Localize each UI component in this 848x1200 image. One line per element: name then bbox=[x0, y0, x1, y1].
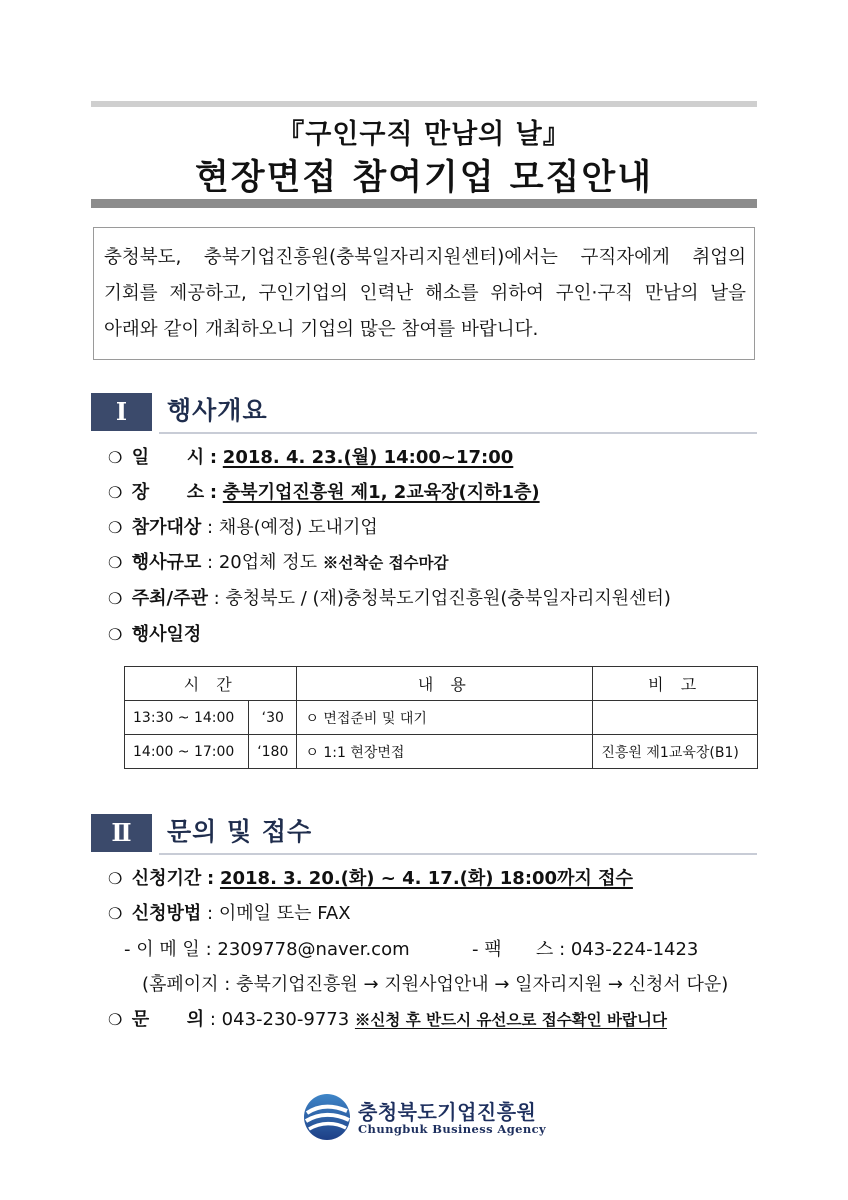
item-label: 신청기간 bbox=[131, 868, 202, 889]
item-period bbox=[108, 867, 633, 891]
schedule-table bbox=[124, 666, 758, 769]
bullet-icon: ❍ bbox=[108, 869, 123, 888]
bullet-icon: ❍ bbox=[108, 589, 123, 608]
page-title: 현장면접 참여기업 모집안내 bbox=[194, 158, 654, 198]
title-bottom-rule bbox=[91, 199, 757, 208]
item-value: 043-230-9773 bbox=[221, 1009, 350, 1030]
item-label: 행사일정 bbox=[131, 624, 202, 645]
agency-logo bbox=[303, 1093, 553, 1143]
bullet-icon: ❍ bbox=[108, 553, 123, 572]
item-separator: : bbox=[209, 482, 218, 503]
intro-line: 아래와 같이 개최하오니 기업의 많은 참여를 바랍니다. bbox=[104, 319, 539, 340]
table-row bbox=[125, 701, 758, 735]
bullet-icon: ❍ bbox=[108, 1010, 123, 1029]
table-row bbox=[125, 735, 758, 769]
section-title: 문의 및 접수 bbox=[167, 817, 313, 846]
section-title: 행사개요 bbox=[167, 396, 268, 425]
item-email bbox=[124, 938, 410, 962]
column-header-remark: 비 고 bbox=[593, 667, 758, 701]
fax-value: 043-224-1423 bbox=[570, 939, 699, 960]
item-separator: : bbox=[207, 517, 214, 538]
item-host bbox=[108, 587, 671, 611]
item-target bbox=[108, 516, 378, 540]
cell-remark bbox=[593, 701, 758, 735]
item-label: 참가대상 bbox=[131, 517, 202, 538]
cell-time: 14:00 ~ 17:00 bbox=[125, 735, 249, 769]
item-schedule bbox=[108, 623, 201, 647]
item-value: 충청북도 / (재)충청북도기업진흥원(충북일자리지원센터) bbox=[225, 588, 671, 609]
item-value: 20업체 정도 bbox=[218, 552, 318, 573]
bullet-icon: ❍ bbox=[108, 483, 123, 502]
bullet-icon: ❍ bbox=[108, 518, 123, 537]
item-separator: : bbox=[205, 939, 212, 960]
intro-line: 충청북도, 충북기업진흥원(충북일자리지원센터)에서는 구직자에게 취업의 bbox=[104, 247, 746, 268]
item-value: 2018. 4. 23.(월) 14:00~17:00 bbox=[222, 447, 514, 468]
item-label: 신청방법 bbox=[131, 903, 202, 924]
agency-name-en: Chungbuk Business Agency bbox=[358, 1122, 547, 1136]
email-value: 2309778@naver.com bbox=[217, 939, 410, 960]
item-value: 2018. 3. 20.(화) ~ 4. 17.(화) 18:00까지 접수 bbox=[219, 868, 633, 889]
item-fax bbox=[472, 938, 698, 962]
bullet-icon: ❍ bbox=[108, 904, 123, 923]
item-label: 주최/주관 bbox=[131, 588, 208, 609]
item-label: 장 소 bbox=[131, 482, 205, 503]
item-value: 채용(예정) 도내기업 bbox=[218, 517, 378, 538]
cell-content: ㅇ 면접준비 및 대기 bbox=[297, 701, 593, 735]
intro-line: 기회를 제공하고, 구인기업의 인력난 해소를 위하여 구인·구직 만남의 날을 bbox=[104, 283, 746, 304]
section-header-overview bbox=[91, 393, 757, 435]
cell-time: 13:30 ~ 14:00 bbox=[125, 701, 249, 735]
agency-name: 충청북도기업진흥원 bbox=[358, 1100, 537, 1124]
item-separator: : bbox=[207, 868, 215, 889]
column-header-content: 내 용 bbox=[297, 667, 593, 701]
item-separator: : bbox=[209, 1009, 216, 1030]
column-header-time: 시 간 bbox=[125, 667, 297, 701]
section-header-contact bbox=[91, 814, 757, 856]
item-date bbox=[108, 446, 513, 470]
cell-content: ㅇ 1:1 현장면접 bbox=[297, 735, 593, 769]
item-separator: : bbox=[207, 903, 214, 924]
item-note: ※신청 후 반드시 유선으로 접수확인 바랍니다 bbox=[354, 1010, 667, 1029]
bullet-icon: ❍ bbox=[108, 625, 123, 644]
table-header-row bbox=[125, 667, 758, 701]
cell-remark: 진흥원 제1교육장(B1) bbox=[593, 735, 758, 769]
section-number: Ⅰ bbox=[91, 393, 152, 431]
fax-label: - 팩 스 bbox=[472, 939, 554, 960]
bullet-icon: ❍ bbox=[108, 448, 123, 467]
item-label: 문 의 bbox=[131, 1009, 205, 1030]
cell-minutes: ‘30 bbox=[249, 701, 297, 735]
item-inquiry bbox=[108, 1008, 667, 1032]
page-subtitle: 『구인구직 만남의 날』 bbox=[277, 119, 571, 150]
item-separator: : bbox=[209, 447, 218, 468]
email-label: - 이 메 일 bbox=[124, 939, 200, 960]
section-rule bbox=[159, 853, 757, 855]
item-note: ※선착순 접수마감 bbox=[322, 553, 449, 572]
intro-box bbox=[93, 227, 755, 360]
item-label: 일 시 bbox=[131, 447, 205, 468]
item-separator: : bbox=[559, 939, 566, 960]
item-separator: : bbox=[213, 588, 220, 609]
cell-minutes: ‘180 bbox=[249, 735, 297, 769]
section-rule bbox=[159, 432, 757, 434]
agency-logo-icon bbox=[303, 1093, 351, 1141]
item-label: 행사규모 bbox=[131, 552, 202, 573]
title-top-rule bbox=[91, 101, 757, 107]
item-method bbox=[108, 902, 351, 926]
homepage-note: (홈페이지 : 충북기업진흥원 → 지원사업안내 → 일자리지원 → 신청서 다운) bbox=[142, 974, 729, 995]
section-number: Ⅱ bbox=[91, 814, 152, 852]
item-value: 이메일 또는 FAX bbox=[218, 903, 351, 924]
item-scale bbox=[108, 551, 448, 575]
item-value: 충북기업진흥원 제1, 2교육장(지하1층) bbox=[222, 482, 540, 503]
item-venue bbox=[108, 481, 540, 505]
item-separator: : bbox=[207, 552, 214, 573]
